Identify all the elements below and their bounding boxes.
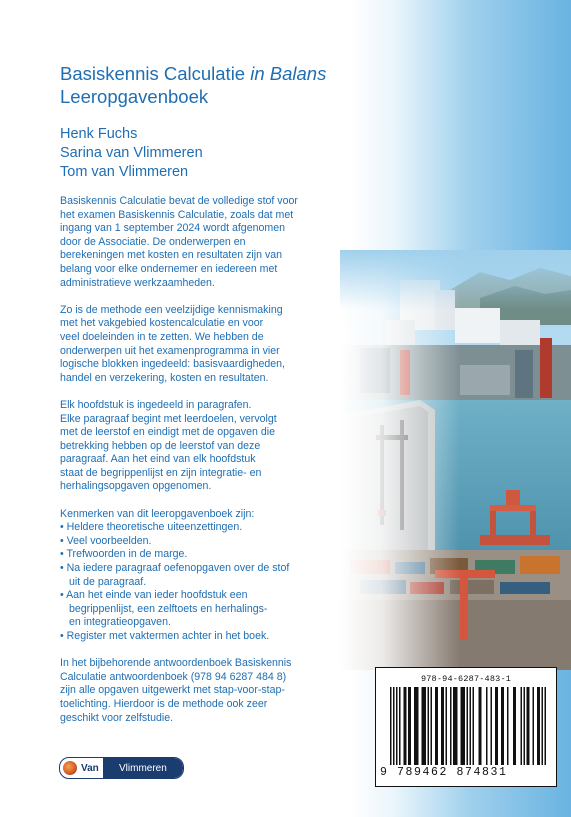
barcode-bar bbox=[428, 687, 430, 765]
barcode-bar bbox=[542, 687, 544, 765]
feature-text: • Trefwoorden in de marge. bbox=[60, 548, 188, 561]
barcode-bar bbox=[486, 687, 488, 765]
barcode-bar bbox=[470, 687, 472, 765]
text-line: paragraaf. Aan het eind van elk hoofdstuk bbox=[60, 453, 256, 466]
feature-text: • Heldere theoretische uiteenzettingen. bbox=[60, 521, 243, 534]
text-line: Elk hoofdstuk is ingedeeld in paragrafen. bbox=[60, 398, 252, 411]
publisher-logo-name: Vlimmeren bbox=[103, 758, 183, 778]
closing-paragraph bbox=[60, 657, 360, 725]
text-line: door de Associatie. De onderwerpen en bbox=[60, 235, 246, 248]
feature-item bbox=[60, 562, 360, 589]
author-list bbox=[60, 125, 203, 182]
barcode-bar bbox=[495, 687, 498, 765]
barcode-bar bbox=[431, 687, 433, 765]
feature-list bbox=[60, 521, 360, 643]
text-line: In het bijbehorende antwoordenboek Basiskennis bbox=[60, 657, 292, 670]
text-line: met het vakgebied kostencalculatie en voor bbox=[60, 317, 264, 330]
barcode-bar bbox=[467, 687, 469, 765]
barcode-bar bbox=[408, 687, 411, 765]
text-line: toelichting. Hierdoor is de methode ook zeer bbox=[60, 697, 268, 710]
barcode-bar bbox=[404, 687, 407, 765]
barcode-bar bbox=[533, 687, 535, 765]
barcode-bar bbox=[422, 687, 427, 765]
feature-item bbox=[60, 548, 360, 562]
barcode-bar bbox=[390, 687, 392, 765]
barcode-bar bbox=[446, 687, 448, 765]
barcode-bar bbox=[450, 687, 452, 765]
text-line: Calculatie antwoordenboek (978 94 6287 484 8) bbox=[60, 670, 287, 683]
feature-text: • Register met vaktermen achter in het boek. bbox=[60, 630, 270, 642]
author-name: Sarina van Vlimmeren bbox=[60, 145, 203, 161]
book-subtitle: Leeropgavenboek bbox=[60, 86, 209, 107]
feature-item bbox=[60, 589, 360, 630]
feature-text: • Aan het einde van ieder hoofdstuk een bbox=[60, 589, 248, 602]
blurb-paragraph-1 bbox=[60, 195, 360, 290]
text-line: met de leerstof en eindigt met de opgaven die bbox=[60, 426, 275, 439]
feature-text-continued: en integratieopgaven. bbox=[69, 616, 171, 629]
barcode-bar bbox=[396, 687, 398, 765]
feature-text: • Na iedere paragraaf oefenopgaven over de stof bbox=[60, 562, 290, 575]
text-line: berekeningen met kosten en resultaten zijn van bbox=[60, 249, 283, 262]
text-line: handel en verzekering, kosten en resultaten. bbox=[60, 371, 269, 384]
barcode-bar bbox=[513, 687, 516, 765]
isbn-barcode bbox=[375, 667, 557, 787]
text-line: veel doeleinden in te zetten. We hebben de bbox=[60, 330, 264, 343]
barcode-bar bbox=[435, 687, 438, 765]
photo-fade-top bbox=[340, 250, 571, 310]
text-line: ingang van 1 september 2024 wordt afgenomen bbox=[60, 222, 285, 235]
barcode-bar bbox=[521, 687, 523, 765]
book-title-italic: in Balans bbox=[250, 63, 327, 84]
text-line: herhalingsopgaven opgenomen. bbox=[60, 480, 212, 493]
author-name: Henk Fuchs bbox=[60, 126, 138, 142]
barcode-bar bbox=[461, 687, 466, 765]
text-line: staat de begrippenlijst en zijn integratie- en bbox=[60, 466, 262, 479]
publisher-logo bbox=[59, 757, 184, 779]
barcode-bar bbox=[473, 687, 475, 765]
feature-text-continued: uit de paragraaf. bbox=[69, 575, 147, 588]
text-line: logische blokken ingedeeld: basisvaardigheden, bbox=[60, 358, 285, 371]
barcode-bar bbox=[414, 687, 419, 765]
feature-item bbox=[60, 630, 360, 644]
barcode-bars bbox=[390, 687, 546, 765]
text-line: belang voor elke ondernemer en iedereen met bbox=[60, 262, 278, 275]
text-line: zijn alle opgaven uitgewerkt met stap-voor-stap- bbox=[60, 684, 285, 697]
author-name: Tom van Vlimmeren bbox=[60, 164, 189, 180]
isbn-number-top: 978-94-6287-483-1 bbox=[420, 674, 512, 684]
barcode-bar bbox=[537, 687, 540, 765]
blurb-paragraph-2 bbox=[60, 304, 360, 386]
blurb bbox=[60, 195, 360, 739]
publisher-logo-van: Van bbox=[81, 762, 99, 774]
book-title bbox=[60, 62, 326, 108]
text-line: het examen Basiskennis Calculatie, zoals dat met bbox=[60, 208, 294, 221]
feature-item bbox=[60, 535, 360, 549]
text-line: Elke paragraaf begint met leerdoelen, vervolgt bbox=[60, 412, 277, 425]
feature-text: • Veel voorbeelden. bbox=[60, 534, 152, 547]
barcode-bar bbox=[527, 687, 530, 765]
barcode-bar bbox=[399, 687, 401, 765]
barcode-bar bbox=[479, 687, 482, 765]
isbn-number-bottom: 9 789462 874831 bbox=[380, 766, 508, 779]
barcode-bar bbox=[545, 687, 547, 765]
text-line: Basiskennis Calculatie bevat de volledige stof voor bbox=[60, 195, 298, 207]
text-line: Zo is de methode een veelzijdige kennismaking bbox=[60, 303, 283, 316]
barcode-bar bbox=[491, 687, 493, 765]
feature-item bbox=[60, 521, 360, 535]
text-line: onderwerpen uit het examenprogramma in vier bbox=[60, 344, 280, 357]
barcode-bar bbox=[441, 687, 444, 765]
text-line: administratieve werkzaamheden. bbox=[60, 276, 215, 289]
text-line: geschikt voor zelfstudie. bbox=[60, 711, 174, 724]
barcode-bar bbox=[453, 687, 458, 765]
barcode-bar bbox=[507, 687, 509, 765]
book-title-line-1 bbox=[60, 62, 326, 85]
feature-text-continued: begrippenlijst, een zelftoets en herhalings- bbox=[69, 602, 268, 615]
publisher-emblem-icon bbox=[63, 761, 77, 775]
text-line: betrekking hebben op de leerstof van deze bbox=[60, 439, 261, 452]
barcode-bar bbox=[501, 687, 504, 765]
blurb-paragraph-3 bbox=[60, 399, 360, 494]
barcode-bar bbox=[393, 687, 395, 765]
barcode-bar bbox=[524, 687, 526, 765]
features-intro: Kenmerken van dit leeropgavenboek zijn: bbox=[60, 507, 255, 520]
book-title-main: Basiskennis Calculatie bbox=[60, 63, 251, 84]
